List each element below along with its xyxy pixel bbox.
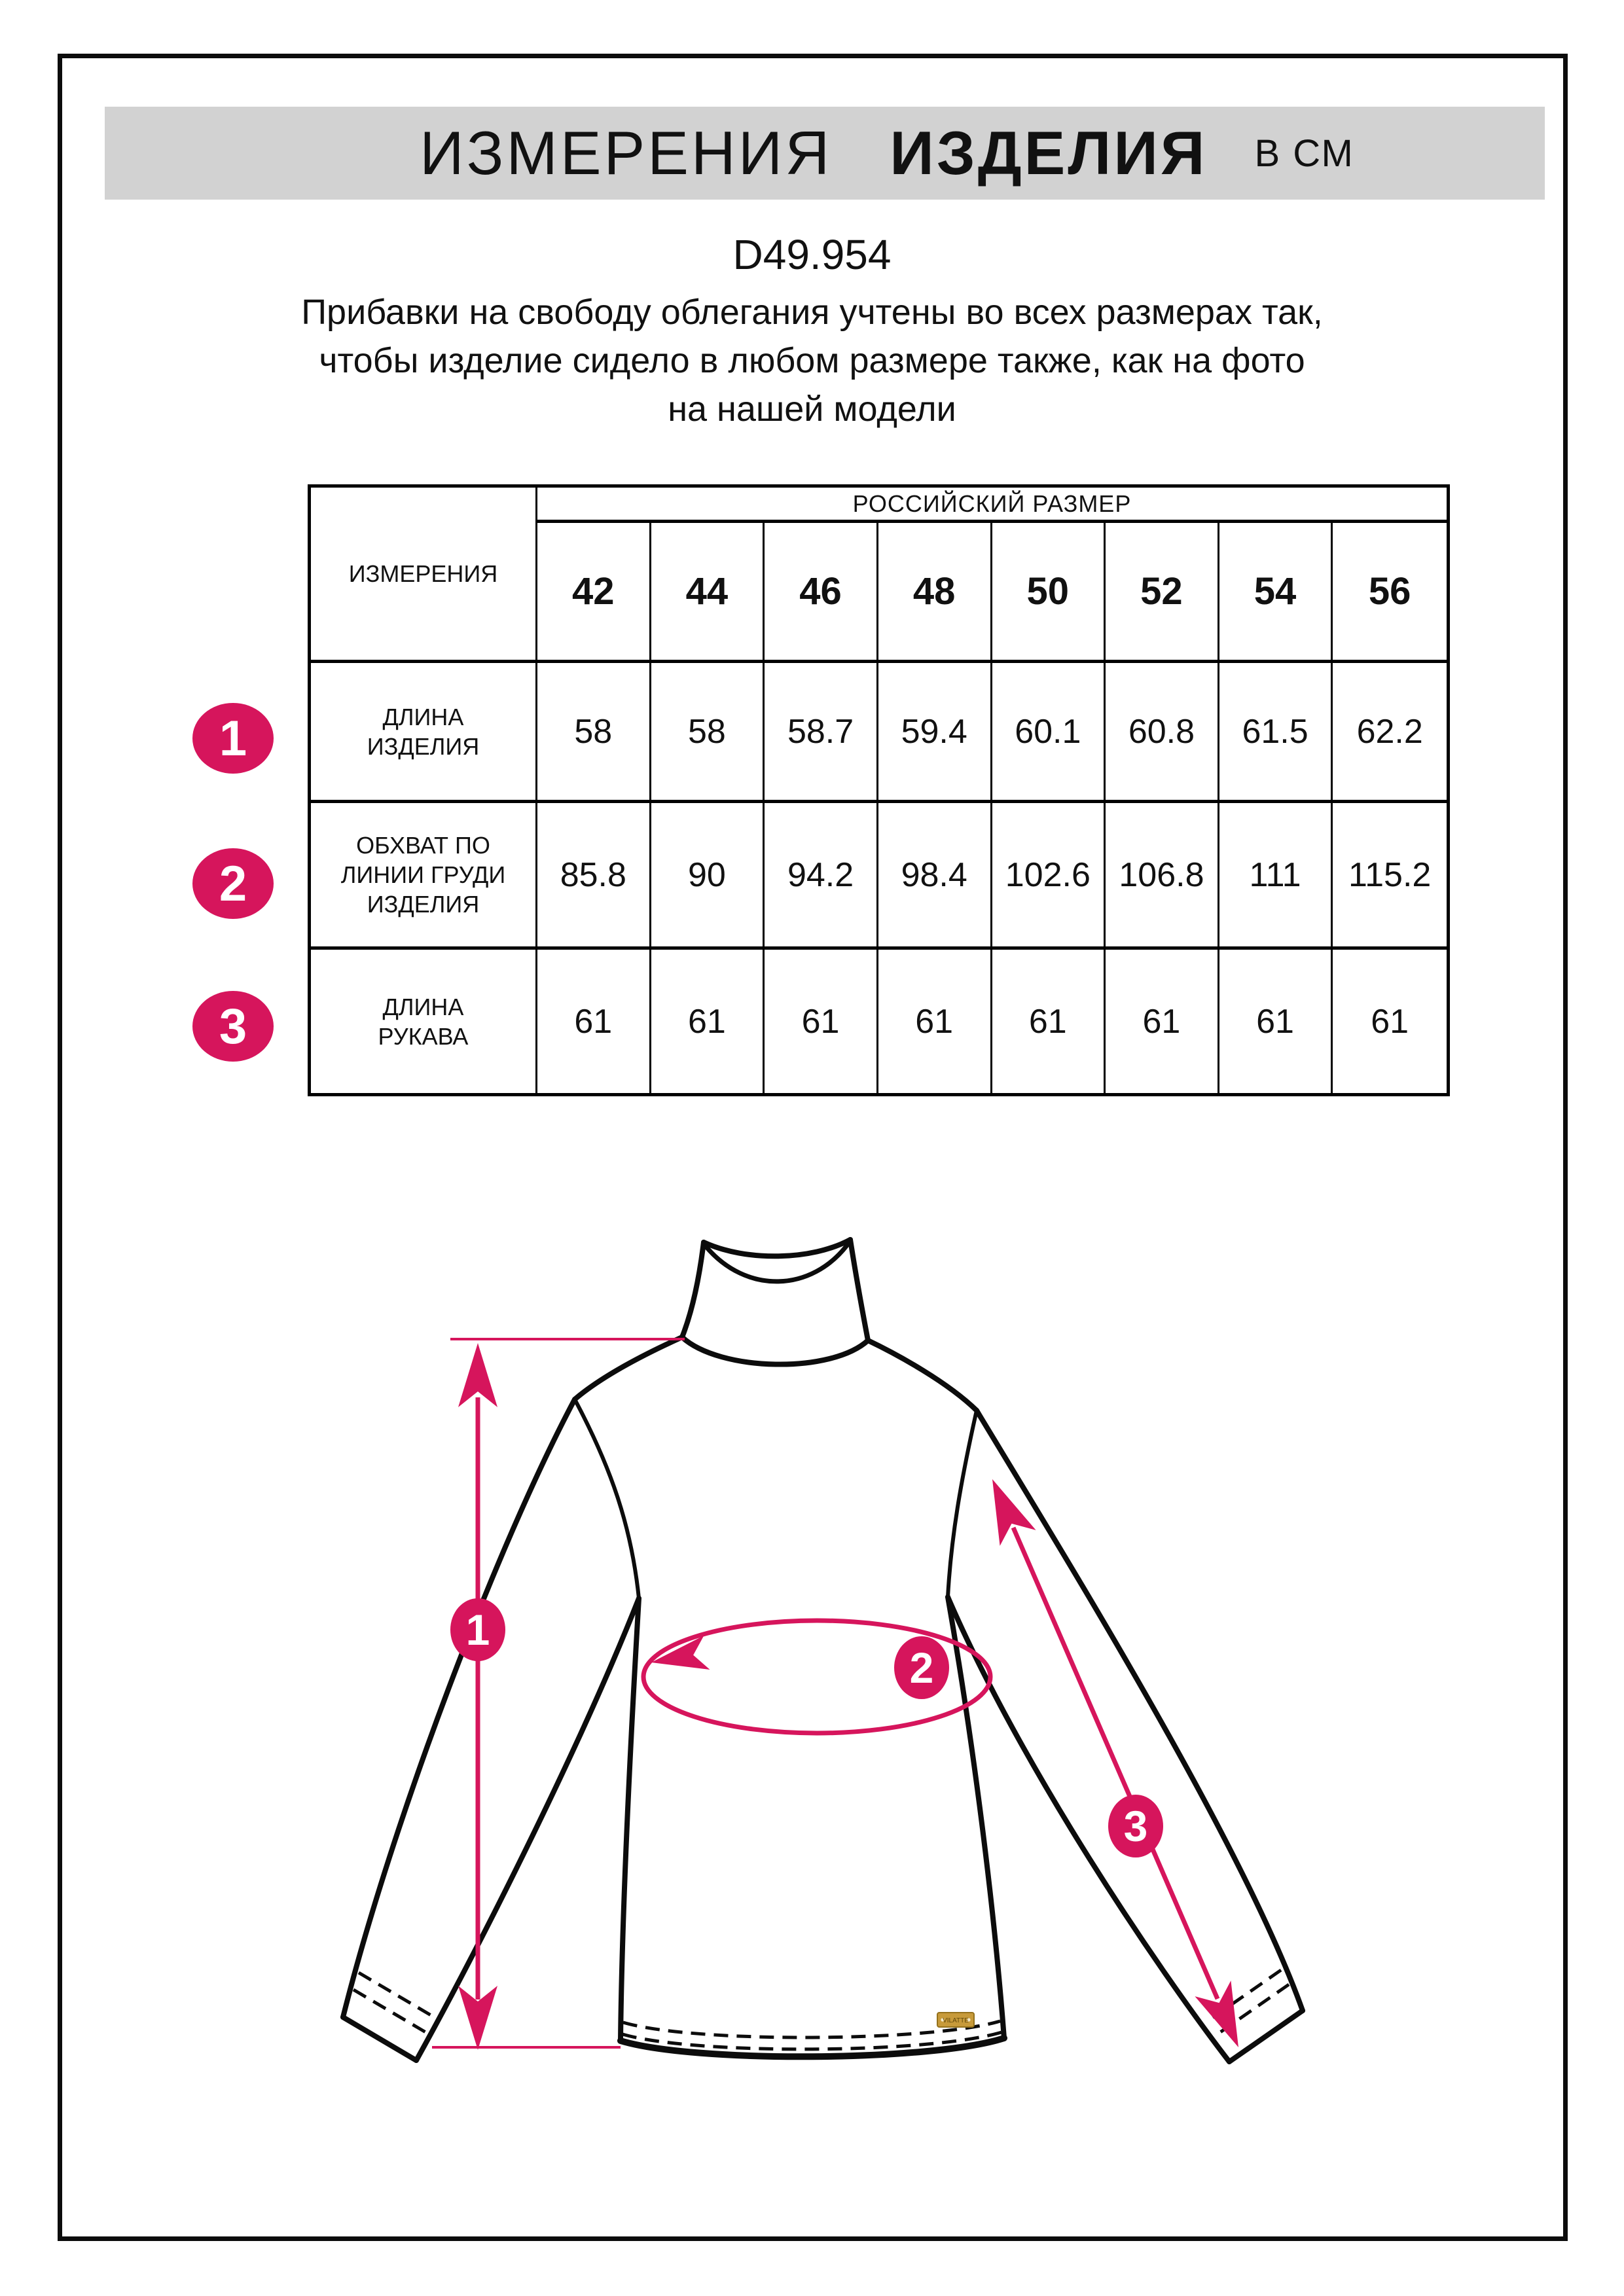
armhole-seam-right: [948, 1410, 977, 1597]
value-cell: 106.8: [1106, 803, 1219, 950]
row-label-3: ДЛИНА РУКАВА: [311, 950, 537, 1093]
sleeve-right-outer: [977, 1410, 1303, 2011]
brand-label: [937, 2013, 974, 2027]
diagram-marker-1: 1: [465, 1605, 490, 1654]
size-col-54: 54: [1219, 523, 1333, 663]
diagram-marker-2: 2: [909, 1643, 934, 1692]
value-cell: 61: [1371, 1002, 1409, 1041]
size-col-50: 50: [992, 523, 1106, 663]
size-col-42: 42: [537, 523, 651, 663]
row-marker-2: 2: [192, 848, 274, 919]
measure-overlays: [432, 1339, 1257, 2055]
sleeve-left-outer: [343, 1399, 575, 2017]
row-marker-1: 1: [192, 703, 274, 774]
fit-note-line: на нашей модели: [668, 389, 956, 429]
value-cell: 60.1: [992, 663, 1106, 803]
value-cell: 61: [1106, 950, 1219, 1093]
value-cell: 61: [765, 950, 878, 1093]
arrowhead: [974, 1471, 1036, 1546]
brand-label-text: VILATTE: [943, 2017, 969, 2024]
value-cell: 61: [1219, 950, 1333, 1093]
value-cell: 61: [537, 950, 651, 1093]
cuff-stitch-left: [353, 1990, 427, 2033]
value-cell: 102.6: [992, 803, 1106, 950]
armhole-seam-left: [575, 1399, 639, 1598]
fit-note-line: чтобы изделие сидело в любом размере также, как на фото: [319, 341, 1305, 380]
value-cell: 61: [651, 950, 765, 1093]
value-cell: 61: [878, 950, 992, 1093]
value-cell: 94.2: [765, 803, 878, 950]
value-cell: 61.5: [1219, 663, 1333, 803]
value-cell: 115.2: [1333, 803, 1447, 950]
value-cell: 62.2: [1333, 663, 1447, 803]
page-title-bold: ИЗДЕЛИЯ: [890, 118, 1208, 187]
cuff-stitch-left: [359, 1973, 432, 2016]
row-label-1: ДЛИНА ИЗДЕЛИЯ: [311, 663, 537, 803]
value-cell: 85.8: [537, 803, 651, 950]
row-label-2: ОБХВАТ ПО ЛИНИИ ГРУДИ ИЗДЕЛИЯ: [311, 803, 537, 950]
collar-base-seam: [682, 1337, 868, 1365]
title-units: В СМ: [1254, 132, 1354, 175]
arrowhead: [1195, 1981, 1256, 2055]
value-cell: 59.4: [878, 663, 992, 803]
value-cell: 90: [651, 803, 765, 950]
page-title: ИЗМЕРЕНИЯ: [420, 118, 833, 187]
fit-note-line: Прибавки на свободу облегания учтены во всех размерах так,: [301, 293, 1323, 332]
value-cell: 58: [537, 663, 651, 803]
sleeve-left-inner: [416, 1598, 639, 2060]
value-cell: 60.8: [1106, 663, 1219, 803]
value-cell: 61: [992, 950, 1106, 1093]
size-col-46: 46: [765, 523, 878, 663]
size-col-48: 48: [878, 523, 992, 663]
size-col-52: 52: [1106, 523, 1219, 663]
stitching-lines: [353, 1970, 1289, 2049]
size-col-56: 56: [1333, 523, 1447, 663]
value-cell: 98.4: [878, 803, 992, 950]
value-cell: 58: [651, 663, 765, 803]
size-col-44: 44: [651, 523, 765, 663]
value-cell: 58.7: [765, 663, 878, 803]
collar-top-edge: [704, 1240, 850, 1256]
table-corner-label: ИЗМЕРЕНИЯ: [311, 488, 537, 663]
diagram-marker-3: 3: [1123, 1802, 1148, 1850]
diagram-markers: [450, 1598, 1163, 1857]
value-cell: 111: [1219, 803, 1333, 950]
product-code: D49.954: [732, 231, 892, 278]
cuff-left-edge: [343, 2017, 416, 2060]
row-marker-3: 3: [192, 991, 274, 1062]
table-size-header: РОССИЙСКИЙ РАЗМЕР: [537, 488, 1447, 523]
